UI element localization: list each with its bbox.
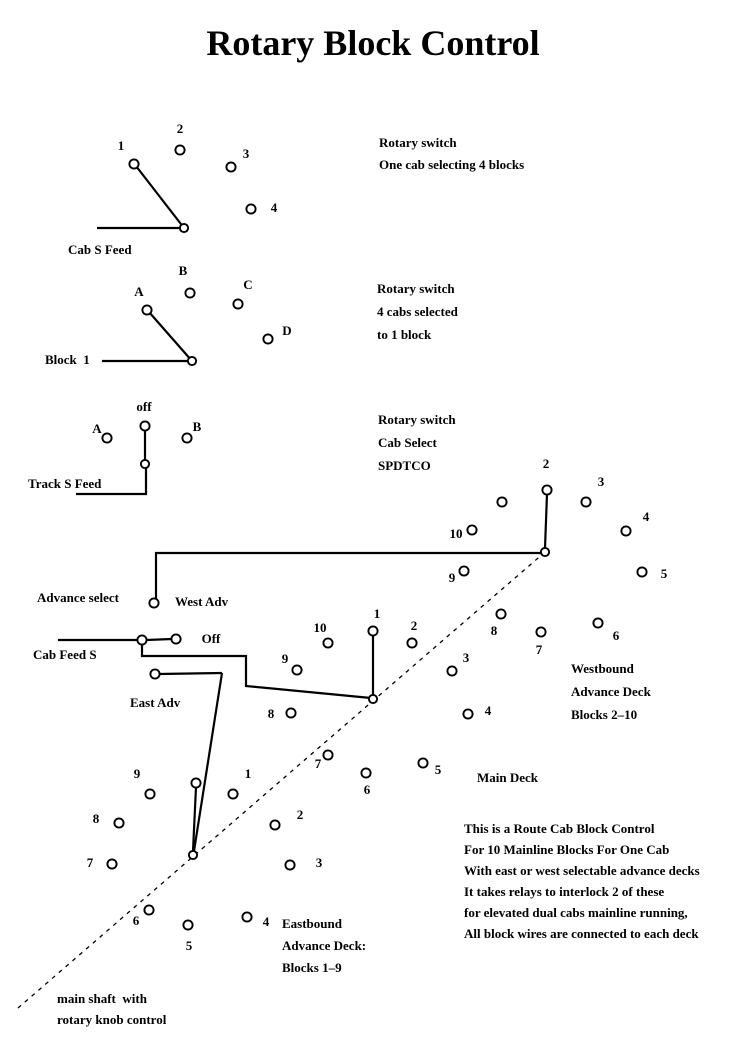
- westbound-advance-deck-contact-circle: [497, 497, 506, 506]
- main-deck-contact-circle: [361, 768, 370, 777]
- main-deck-contact-label: 7: [314, 756, 322, 771]
- westbound-advance-deck-wire: [545, 494, 547, 548]
- westbound-advance-deck-contact-label: 10: [449, 526, 463, 541]
- rotary-one-cab-4-blocks-contact-circle: [246, 204, 255, 213]
- text-line: Cab Select: [378, 435, 437, 450]
- text-line: 4 cabs selected: [377, 304, 458, 319]
- eastbound-advance-deck-contact-label: 3: [315, 855, 323, 870]
- eastbound-advance-deck-contact-label: 6: [132, 913, 140, 928]
- westbound-advance-deck-contact-circle: [581, 497, 590, 506]
- text-line: Westbound: [571, 661, 634, 676]
- text-line: main shaft with: [57, 991, 147, 1006]
- main-deck-contact-circle: [463, 709, 472, 718]
- westbound-advance-deck-contact-circle: [459, 566, 468, 575]
- main-deck-contact-circle: [323, 638, 332, 647]
- text-line: for elevated dual cabs mainline running,: [464, 905, 688, 920]
- rotary-cab-select-contact-circle: [140, 421, 149, 430]
- text-line: Advance Deck: [571, 684, 651, 699]
- eastbound-advance-deck-contact-label: 5: [185, 938, 193, 953]
- rotary-one-cab-4-blocks-contact-label: 4: [270, 200, 278, 215]
- main-deck-contact-circle: [407, 638, 416, 647]
- text-line: East Adv: [130, 695, 181, 710]
- rotary-4-cabs-1-block-wire: [149, 312, 192, 361]
- main-deck-contact-circle: [323, 750, 332, 759]
- text-line: Blocks 1–9: [282, 960, 342, 975]
- eastbound-advance-deck-contact-circle: [114, 818, 123, 827]
- text-line: Rotary switch: [379, 135, 457, 150]
- rotary-cab-select-feed-label: [28, 473, 101, 495]
- eastbound-advance-deck-contact-circle: [107, 859, 116, 868]
- main-deck-contact-circle: [137, 635, 146, 644]
- main-deck-contact-circle: [171, 634, 180, 643]
- rotary-one-cab-4-blocks-contact-circle: [226, 162, 235, 171]
- main-deck-contact-label: 5: [434, 762, 442, 777]
- westbound-advance-deck-contact-label: 8: [490, 623, 498, 638]
- westbound-advance-deck-west-adv-label: [175, 591, 228, 613]
- main-deck-contact-circle: [368, 626, 377, 635]
- text-line: SPDTCO: [378, 458, 431, 473]
- westbound-advance-deck-contact-circle: [593, 618, 602, 627]
- eastbound-advance-deck-contact-circle: [150, 669, 159, 678]
- rotary-4-cabs-1-block-contact-label: A: [134, 284, 144, 299]
- main-deck-contact-circle: [418, 758, 427, 767]
- text-line: Advance Deck:: [282, 938, 367, 953]
- text-line: Cab S Feed: [68, 242, 132, 257]
- text-line: Main Deck: [477, 770, 539, 785]
- rotary-one-cab-4-blocks-caption: [379, 132, 524, 176]
- eastbound-advance-deck-contact-label: 8: [92, 811, 100, 826]
- text-line: Blocks 2–10: [571, 707, 638, 722]
- westbound-advance-deck-contact-label: 4: [642, 509, 650, 524]
- rotary-one-cab-4-blocks-contact-label: 2: [176, 121, 184, 136]
- westbound-advance-deck-advance-select-label: [37, 587, 119, 609]
- text-line: For 10 Mainline Blocks For One Cab: [464, 842, 670, 857]
- eastbound-advance-deck-east-adv-label: [130, 692, 180, 714]
- westbound-advance-deck-contact-label: 7: [535, 642, 543, 657]
- rotary-4-cabs-1-block-hub-circle: [188, 357, 196, 365]
- text-line: It takes relays to interlock 2 of these: [464, 884, 665, 899]
- text-line: Rotary switch: [377, 281, 455, 296]
- eastbound-advance-deck-contact-label: 4: [262, 914, 270, 929]
- main-deck-hub-circle: [369, 695, 377, 703]
- text-line: West Adv: [175, 594, 229, 609]
- text-line: Advance select: [37, 590, 119, 605]
- westbound-advance-deck-contact-circle: [149, 598, 158, 607]
- main-deck-wire: [146, 639, 172, 640]
- westbound-advance-deck-contact-circle: [637, 567, 646, 576]
- westbound-advance-deck-contact-label: 9: [448, 570, 456, 585]
- eastbound-advance-deck-contact-label: 7: [86, 855, 94, 870]
- eastbound-advance-deck-contact-circle: [183, 920, 192, 929]
- main-deck-contact-label: 10: [313, 620, 327, 635]
- main-deck-contact-circle: [447, 666, 456, 675]
- rotary-cab-select-contact-circle: [102, 433, 111, 442]
- rotary-one-cab-4-blocks-hub-circle: [180, 224, 188, 232]
- eastbound-advance-deck-contact-label: 2: [296, 807, 304, 822]
- eastbound-advance-deck-contact-circle: [285, 860, 294, 869]
- eastbound-advance-deck-contact-circle: [228, 789, 237, 798]
- westbound-advance-deck-contact-circle: [467, 525, 476, 534]
- shaft-label: [57, 988, 166, 1030]
- main-deck-contact-label: 9: [281, 651, 289, 666]
- westbound-advance-deck-contact-label: 6: [612, 628, 620, 643]
- main-deck-contact-label: 4: [484, 703, 492, 718]
- westbound-advance-deck-contact-circle: [496, 609, 505, 618]
- main-deck-contact-label: 6: [363, 782, 371, 797]
- text-line: Rotary switch: [378, 412, 456, 427]
- main-deck-contact-label: 8: [267, 706, 275, 721]
- rotary-4-cabs-1-block-contact-label: C: [243, 277, 253, 292]
- main-deck-wire: [142, 643, 371, 698]
- eastbound-advance-deck-contact-label: 9: [133, 766, 141, 781]
- text-line: Block 1: [45, 352, 90, 367]
- rotary-4-cabs-1-block-caption: [377, 277, 458, 346]
- westbound-advance-deck-contact-circle: [542, 485, 551, 494]
- text-line: Cab Feed S: [33, 647, 97, 662]
- eastbound-advance-deck-contact-circle: [191, 778, 200, 787]
- rotary-cab-select-caption: [378, 408, 456, 477]
- rotary-one-cab-4-blocks-wire: [136, 166, 184, 228]
- main-deck-contact-circle: [292, 665, 301, 674]
- eastbound-advance-deck-contact-circle: [270, 820, 279, 829]
- text-line: Track S Feed: [28, 476, 102, 491]
- rotary-one-cab-4-blocks-contact-label: 3: [242, 146, 250, 161]
- rotary-cab-select-contact-label: off: [136, 399, 152, 414]
- main-deck-main-deck-label: [477, 767, 538, 789]
- westbound-advance-deck-contact-circle: [536, 627, 545, 636]
- main-deck-contact-circle: [286, 708, 295, 717]
- westbound-advance-deck-contact-label: 5: [660, 566, 668, 581]
- rotary-cab-select-contact-circle: [182, 433, 191, 442]
- eastbound-advance-deck-contact-circle: [242, 912, 251, 921]
- text-line: One cab selecting 4 blocks: [379, 157, 525, 172]
- rotary-4-cabs-1-block-contact-circle: [263, 334, 272, 343]
- main-deck-cab-feed-label: [33, 644, 97, 666]
- text-line: With east or west selectable advance decks: [464, 863, 700, 878]
- eastbound-advance-deck-wire: [194, 673, 222, 851]
- main-deck-contact-label: 2: [410, 618, 418, 633]
- text-line: to 1 block: [377, 327, 432, 342]
- rotary-cab-select-contact-label: A: [92, 421, 102, 436]
- westbound-advance-deck-caption: [571, 657, 651, 726]
- text-line: This is a Route Cab Block Control: [464, 821, 655, 836]
- main-deck-contact-label: 3: [462, 650, 470, 665]
- westbound-advance-deck-contact-label: 2: [542, 456, 550, 471]
- rotary-one-cab-4-blocks-feed-label: [68, 239, 132, 261]
- main-deck-contact-label: 1: [373, 606, 381, 621]
- eastbound-advance-deck-contact-circle: [145, 789, 154, 798]
- westbound-advance-deck-contact-circle: [621, 526, 630, 535]
- text-line: rotary knob control: [57, 1012, 167, 1027]
- rotary-4-cabs-1-block-contact-label: B: [178, 263, 188, 278]
- rotary-4-cabs-1-block-contact-circle: [233, 299, 242, 308]
- westbound-advance-deck-contact-label: 3: [597, 474, 605, 489]
- eastbound-advance-deck-caption: [282, 913, 366, 979]
- westbound-advance-deck-hub-circle: [541, 548, 549, 556]
- rotary-4-cabs-1-block-contact-circle: [185, 288, 194, 297]
- page-title: Rotary Block Control: [206, 23, 540, 63]
- text-line: Eastbound: [282, 916, 342, 931]
- eastbound-advance-deck-contact-circle: [144, 905, 153, 914]
- rotary-cab-select-hub-circle: [141, 460, 149, 468]
- eastbound-advance-deck-wire: [159, 673, 222, 674]
- rotary-one-cab-4-blocks-contact-circle: [175, 145, 184, 154]
- rotary-cab-select-contact-label: B: [192, 419, 202, 434]
- rotary-4-cabs-1-block-contact-circle: [142, 305, 151, 314]
- rotary-one-cab-4-blocks-contact-circle: [129, 159, 138, 168]
- rotary-one-cab-4-blocks-contact-label: 1: [117, 138, 125, 153]
- rotary-4-cabs-1-block-feed-label: [45, 349, 90, 371]
- eastbound-advance-deck-contact-label: 1: [244, 766, 252, 781]
- main-deck-contact-label: Off: [201, 631, 221, 646]
- text-line: All block wires are connected to each deck: [464, 926, 699, 941]
- rotary-4-cabs-1-block-contact-label: D: [282, 323, 292, 338]
- eastbound-advance-deck-hub-circle: [189, 851, 197, 859]
- description: [464, 818, 700, 944]
